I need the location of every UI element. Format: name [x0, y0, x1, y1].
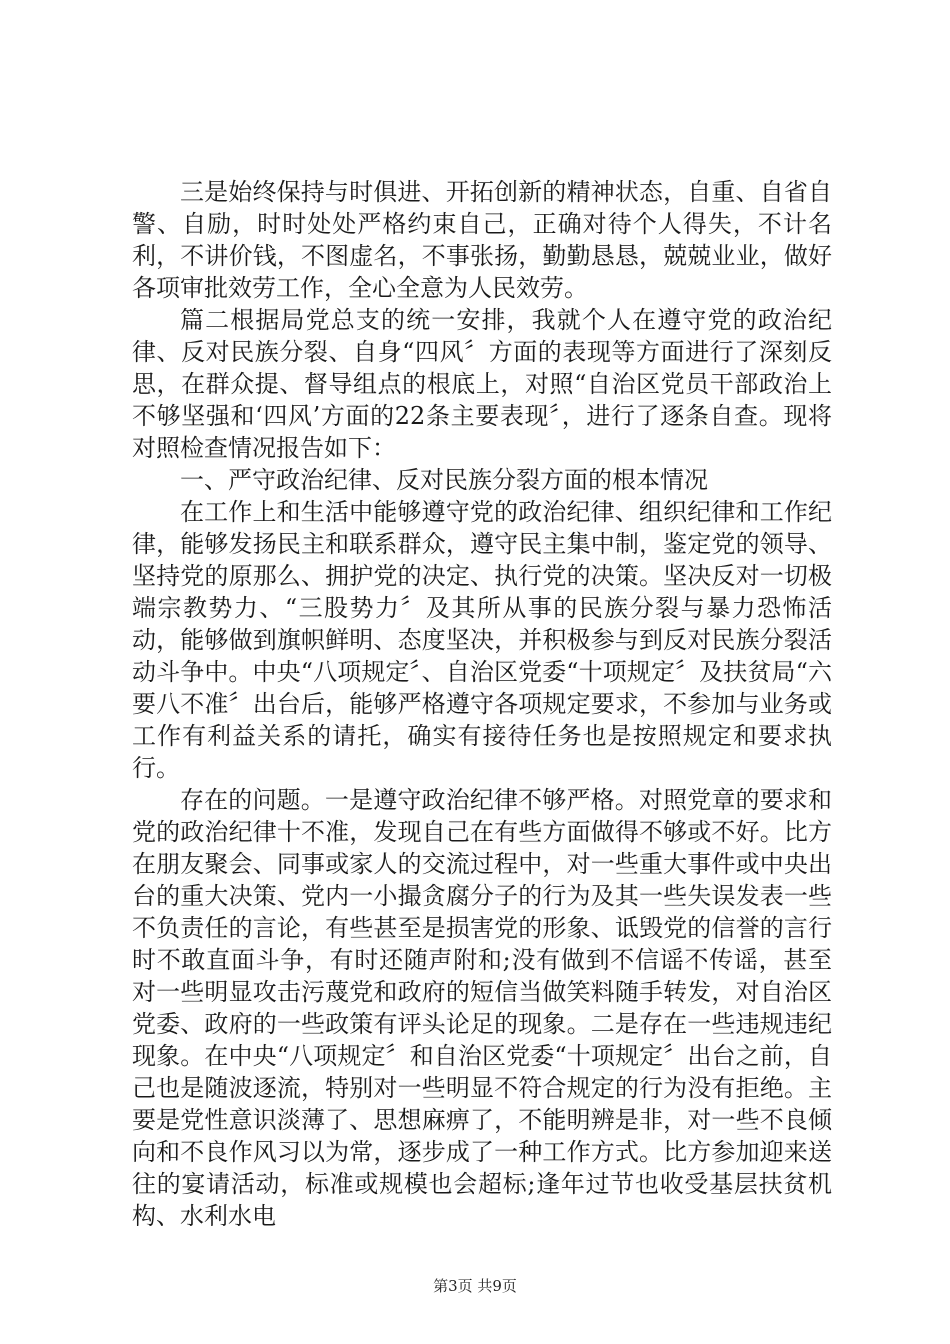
paragraph-existing-problems: 存在的问题。一是遵守政治纪律不够严格。对照党章的要求和党的政治纪律十不准，发现自己在有些方面做得不够或不好。比方在朋友聚会、同事或家人的交流过程中，对一些重大事件或中央出台的重大决策、党内一小撮贪腐分子的行为及其一些失误发表一些不负责任的言论，有些甚至是损害党的形象、诋毁党的信誉的言行时不敢直面斗争，有时还随声附和;没有做到不信谣不传谣，甚至对一些明显攻击污蔑党和政府的短信当做笑料随手转发，对自治区党委、政府的一些政策有评头论足的现象。二是存在一些违规违纪现象。在中央“八项规定〞和自治区党委“十项规定〞出台之前，自己也是随波逐流，特别对一些明显不符合规定的行为没有拒绝。主要是党性意识淡薄了、思想麻痹了，不能明辨是非，对一些不良倾向和不良作风习以为常，逐步成了一种工作方式。比方参加迎来送往的宴请活动，标准或规模也会超标;逢年过节也收受基层扶贫机构、水利水电 — [132, 786, 832, 1230]
paragraph-self-discipline: 三是始终保持与时俱进、开拓创新的精神状态，自重、自省自警、自励，时时处处严格约束自己，正确对待个人得失，不计名利，不讲价钱，不图虚名，不事张扬，勤勤恳恳，兢兢业业，做好各项审批效劳工作，全心全意为人民效劳。 — [132, 178, 832, 302]
paragraph-report-intro: 篇二根据局党总支的统一安排，我就个人在遵守党的政治纪律、反对民族分裂、自身“四风〞方面的表现等方面进行了深刻反思，在群众提、督导组点的根底上，对照“自治区党员干部政治上不够坚强和‘四风’方面的22条主要表现〞，进行了逐条自查。现将对照检查情况报告如下： — [132, 306, 832, 462]
page-number-footer: 第3页 共9页 — [433, 1277, 517, 1295]
section-heading: 一、严守政治纪律、反对民族分裂方面的根本情况 — [180, 466, 708, 494]
document-body — [132, 176, 832, 1232]
paragraph-basic-situation: 在工作上和生活中能够遵守党的政治纪律、组织纪律和工作纪律，能够发扬民主和联系群众，遵守民主集中制，鉴定党的领导、坚持党的原那么、拥护党的决定、执行党的决策。坚决反对一切极端宗教势力、“三股势力〞及其所从事的民族分裂与暴力恐怖活动，能够做到旗帜鲜明、态度坚决，并积极参与到反对民族分裂活动斗争中。中央“八项规定〞、自治区党委“十项规定〞及扶贫局“六要八不准〞出台后，能够严格遵守各项规定要求，不参加与业务或工作有利益关系的请托，确实有接待任务也是按照规定和要求执行。 — [132, 498, 832, 782]
